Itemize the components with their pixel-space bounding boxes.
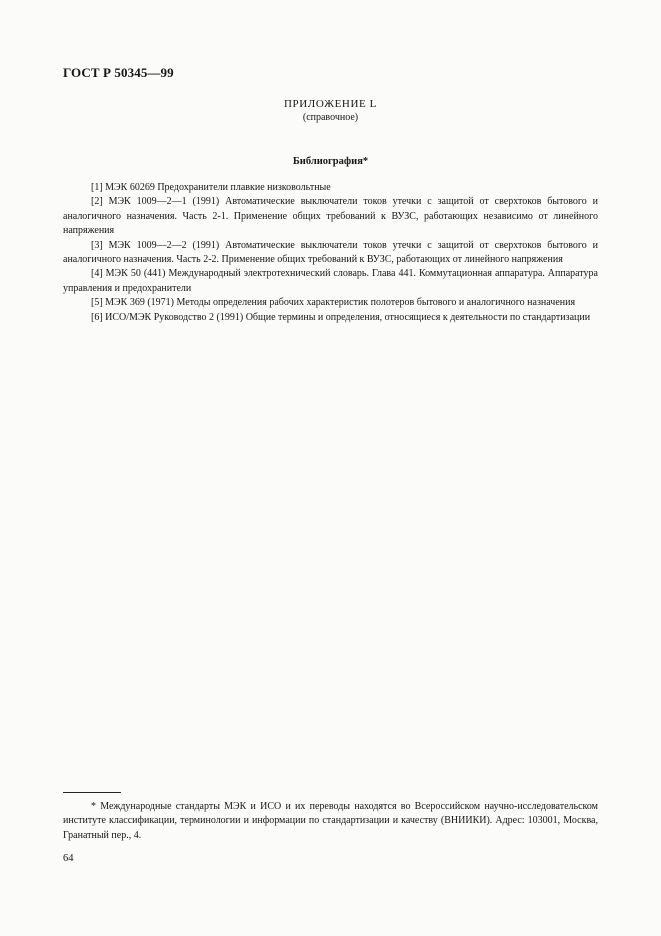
appendix-title: ПРИЛОЖЕНИЕ L bbox=[284, 98, 377, 110]
footnote-text: * Международные стандарты МЭК и ИСО и их переводы находятся во Всероссийском научно-исследовательском институте классификации, терминологии и информации по стандартизации и качеству (ВНИИКИ). Адрес: 103001, Москва, Гранатный пер., 4. bbox=[63, 801, 598, 841]
bibliography-list bbox=[63, 181, 598, 325]
bibliography-entry-5: [5] МЭК 369 (1971) Методы определения рабочих характеристик полотеров бытового и аналогичного назначения bbox=[91, 297, 576, 309]
document-code-header: ГОСТ Р 50345—99 bbox=[63, 65, 174, 80]
bibliography-entry-1: [1] МЭК 60269 Предохранители плавкие низковольтные bbox=[91, 182, 331, 193]
bibliography-title: Библиография* bbox=[292, 156, 369, 167]
page-number: 64 bbox=[63, 853, 74, 864]
appendix-subtitle: (справочное) bbox=[302, 112, 359, 123]
bibliography-entry-4: [4] МЭК 50 (441) Международный электротехнический словарь. Глава 441. Коммутационная аппаратура. Аппаратура управления и предохранители bbox=[63, 268, 598, 294]
appendix-heading bbox=[0, 98, 661, 124]
bibliography-entry-2: [2] МЭК 1009—2—1 (1991) Автоматические выключатели токов утечки с защитой от сверхтоков бытового и аналогичного назначения. Часть 2-1. Применение общих требований к ВУЗС, работающих независимо от линейного напряжения bbox=[63, 196, 598, 237]
bibliography-entry-6: [6] ИСО/МЭК Руководство 2 (1991) Общие термины и определения, относящиеся к деятельности по стандартизации bbox=[91, 311, 591, 323]
footnote-divider bbox=[63, 792, 121, 793]
bibliography-entry-3: [3] МЭК 1009—2—2 (1991) Автоматические выключатели токов утечки с защитой от сверхтоков бытового и аналогичного назначения. Часть 2-2. Применение общих требований к ВУЗС, работающих от линейного напряжения bbox=[63, 239, 598, 266]
